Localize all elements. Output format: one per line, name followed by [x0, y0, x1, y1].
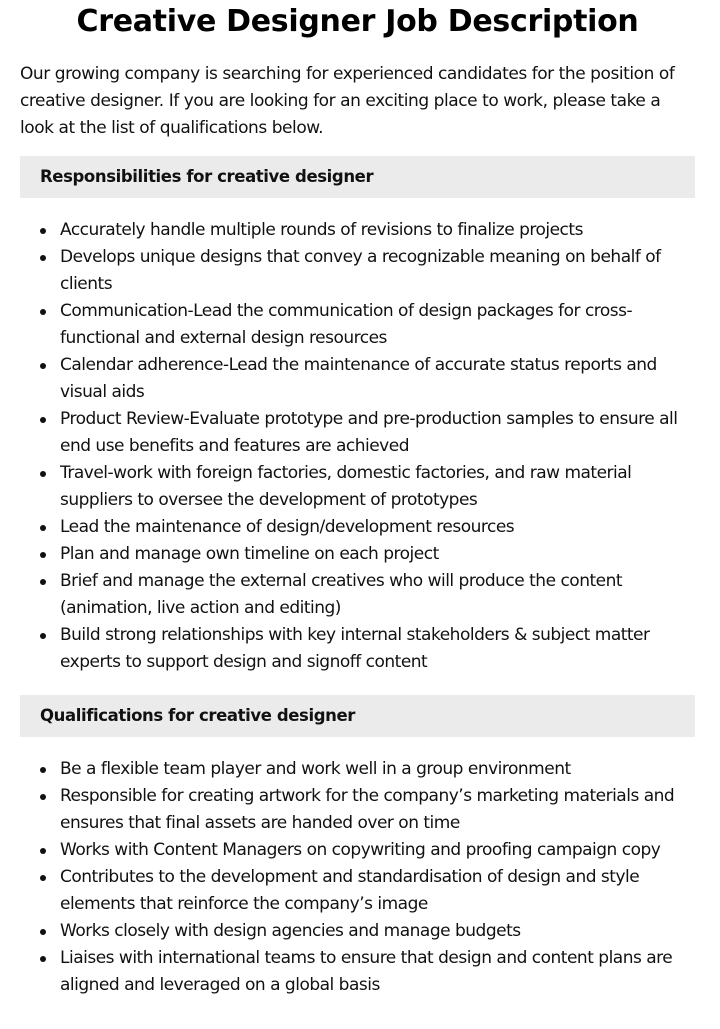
- list-item: Build strong relationships with key internal stakeholders & subject matter experts to support design and signoff content: [20, 622, 700, 676]
- list-item: Works closely with design agencies and manage budgets: [20, 918, 700, 945]
- list-item: Travel-work with foreign factories, domestic factories, and raw material suppliers to oversee the development of prototypes: [20, 460, 700, 514]
- list-item: Works with Content Managers on copywriting and proofing campaign copy: [20, 837, 700, 864]
- list-item: Responsible for creating artwork for the company’s marketing materials and ensures that final assets are handed over on time: [20, 783, 700, 837]
- list-item: Communication-Lead the communication of design packages for cross-functional and external design resources: [20, 298, 700, 352]
- list-item: Be a flexible team player and work well in a group environment: [20, 756, 700, 783]
- responsibilities-heading: Responsibilities for creative designer: [20, 156, 695, 198]
- list-item: Develops unique designs that convey a recognizable meaning on behalf of clients: [20, 244, 700, 298]
- qualifications-heading: Qualifications for creative designer: [20, 695, 695, 737]
- list-item: Brief and manage the external creatives who will produce the content (animation, live action and editing): [20, 568, 700, 622]
- list-item: Product Review-Evaluate prototype and pre-production samples to ensure all end use benefits and features are achieved: [20, 406, 700, 460]
- list-item: Calendar adherence-Lead the maintenance of accurate status reports and visual aids: [20, 352, 700, 406]
- list-item: Lead the maintenance of design/development resources: [20, 514, 700, 541]
- list-item: Plan and manage own timeline on each project: [20, 541, 700, 568]
- intro-paragraph: Our growing company is searching for experienced candidates for the position of creative designer. If you are looking for an exciting place to work, please take a look at the list of qualifications below.: [20, 64, 675, 138]
- responsibilities-list: [20, 217, 700, 676]
- qualifications-list: [20, 756, 700, 999]
- list-item: Contributes to the development and standardisation of design and style elements that reinforce the company’s image: [20, 864, 700, 918]
- list-item: Accurately handle multiple rounds of revisions to finalize projects: [20, 217, 700, 244]
- list-item: Liaises with international teams to ensure that design and content plans are aligned and leveraged on a global basis: [20, 945, 700, 999]
- page-title: Creative Designer Job Description: [76, 4, 639, 39]
